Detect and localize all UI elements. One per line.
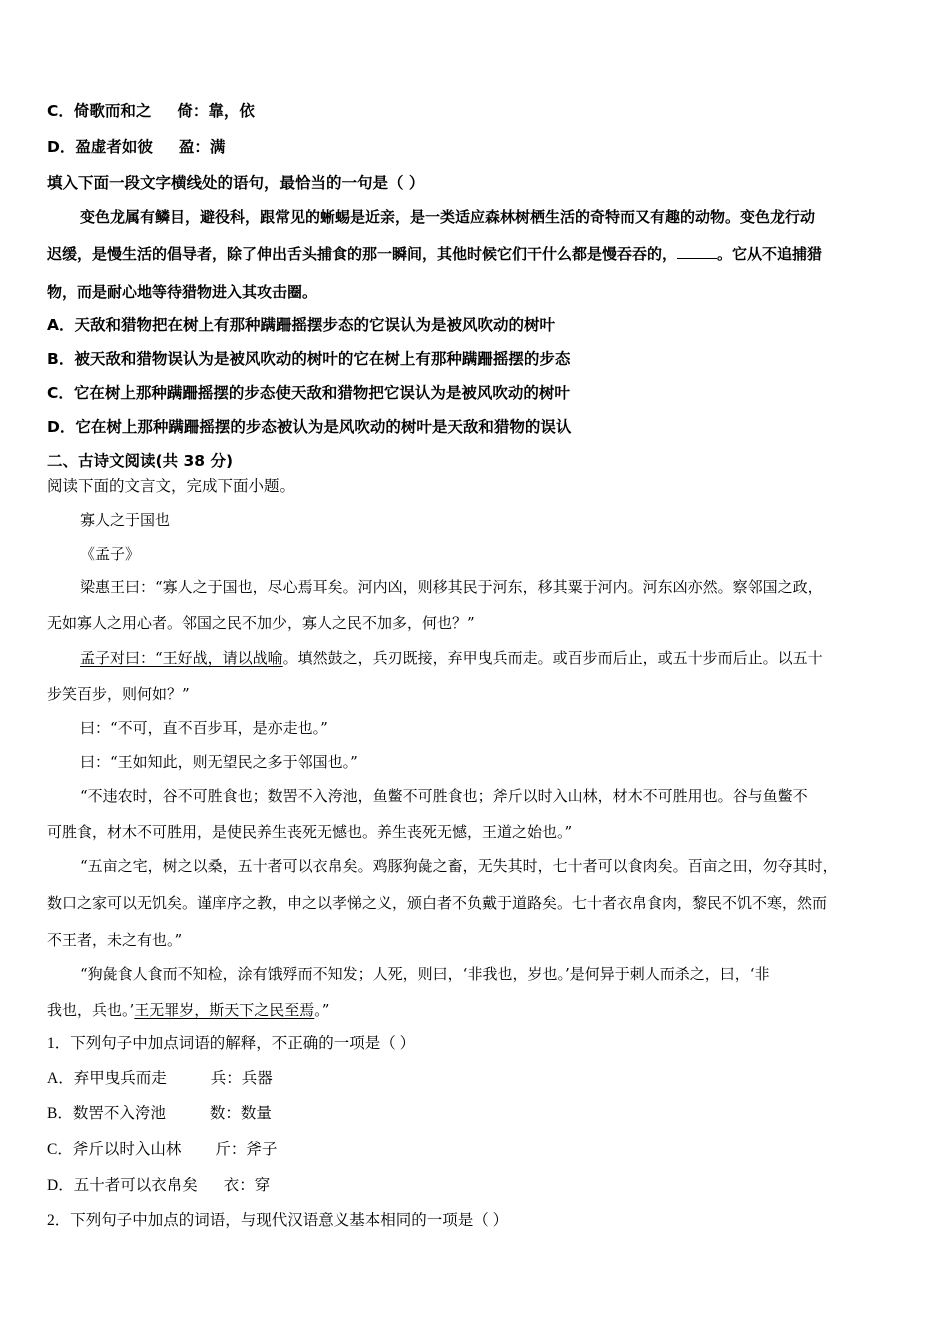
option-phrase: 斧斤以时入山林 bbox=[72, 1141, 182, 1158]
option-label: B． bbox=[47, 1105, 73, 1122]
answer-blank[interactable] bbox=[677, 244, 717, 259]
passage-paragraph-line: “狗彘食人食而不知检，涂有饿殍而不知发；人死，则曰，‘非我也，岁也。’是何异于刺人而杀之，曰，‘非 bbox=[80, 965, 770, 983]
option-phrase: 数罟不入洿池 bbox=[72, 1105, 166, 1122]
q1-option-c bbox=[47, 1139, 907, 1161]
passage-text: 我也，兵也。’ bbox=[47, 1001, 135, 1019]
question-fill-stem: 填入下面一段文字横线处的语句，最恰当的一句是（ ） bbox=[47, 174, 425, 192]
question-2-stem: 2．下列句子中加点的词语，与现代汉语意义基本相同的一项是（ ） bbox=[47, 1212, 509, 1229]
passage-paragraph-line: “不违农时，谷不可胜食也；数罟不入洿池，鱼鳖不可胜食也；斧斤以时入山林，材木不可胜用也。谷与鱼鳖不 bbox=[80, 787, 808, 805]
option-gloss: 盈：满 bbox=[178, 138, 226, 156]
option-gloss: 数：数量 bbox=[209, 1105, 272, 1122]
option-label: D． bbox=[47, 1177, 74, 1194]
q1-option-d bbox=[47, 1175, 907, 1197]
passage-text: 。填然鼓之，兵刃既接，弃甲曳兵而走。或百步而后止，或五十步而后止。以五十 bbox=[282, 649, 823, 667]
passage-paragraph-line bbox=[47, 999, 907, 1021]
passage-text: 。它从不追捕猎 bbox=[717, 245, 823, 263]
option-phrase: 盈虚者如彼 bbox=[75, 138, 153, 156]
text-source: 《孟子》 bbox=[80, 545, 141, 563]
fill-option-b: B．被天敌和猎物误认为是被风吹动的树叶的它在树上有那种蹒跚摇摆的步态 bbox=[47, 350, 571, 368]
option-label: C． bbox=[47, 102, 74, 120]
passage-text: 。” bbox=[314, 1001, 330, 1019]
passage-line bbox=[47, 243, 907, 265]
option-phrase: 弃甲曳兵而走 bbox=[73, 1070, 167, 1087]
option-d-line bbox=[47, 136, 907, 158]
fill-option-c: C．它在树上那种蹒跚摇摆的步态使天敌和猎物把它误认为是被风吹动的树叶 bbox=[47, 384, 570, 402]
passage-line: 物，而是耐心地等待猎物进入其攻击圈。 bbox=[47, 283, 318, 301]
passage-paragraph-line: “五亩之宅，树之以桑，五十者可以衣帛矣。鸡豚狗彘之畜，无失其时，七十者可以食肉矣。百亩之田，勿夺其时， bbox=[80, 857, 838, 875]
option-label: C． bbox=[47, 1141, 73, 1158]
text-title: 寡人之于国也 bbox=[80, 511, 171, 529]
passage-paragraph-line: 数口之家可以无饥矣。谨庠序之教，申之以孝悌之义，颁白者不负戴于道路矣。七十者衣帛食肉，黎民不饥不寒，然而 bbox=[47, 894, 828, 912]
underlined-sentence: 孟子对曰：“王好战，请以战喻 bbox=[80, 649, 283, 667]
option-gloss: 兵：兵器 bbox=[210, 1070, 273, 1087]
passage-paragraph-line: 无如寡人之用心者。邻国之民不加少，寡人之民不加多，何也？” bbox=[47, 614, 475, 632]
option-label: D． bbox=[47, 138, 76, 156]
q1-option-a bbox=[47, 1068, 907, 1090]
option-gloss: 斤：斧子 bbox=[215, 1141, 278, 1158]
passage-paragraph-line: 曰：“不可，直不百步耳，是亦走也。” bbox=[80, 719, 328, 737]
passage-paragraph-line: 不王者，未之有也。” bbox=[47, 931, 183, 949]
option-phrase: 五十者可以衣帛矣 bbox=[73, 1177, 198, 1194]
passage-paragraph-line bbox=[80, 647, 910, 669]
passage-paragraph-line: 步笑百步，则何如？” bbox=[47, 685, 190, 703]
fill-option-a: A．天敌和猎物把在树上有那种蹒跚摇摆步态的它误认为是被风吹动的树叶 bbox=[47, 316, 555, 334]
question-1-stem: 1．下列句子中加点词语的解释，不正确的一项是（ ） bbox=[47, 1035, 416, 1052]
fill-option-d: D．它在树上那种蹒跚摇摆的步态被认为是风吹动的树叶是天敌和猎物的误认 bbox=[47, 418, 572, 436]
q1-option-b bbox=[47, 1103, 907, 1125]
underlined-sentence: 王无罪岁，斯天下之民至焉 bbox=[134, 1001, 315, 1019]
passage-line: 变色龙属有鳞目，避役科，跟常见的蜥蜴是近亲，是一类适应森林树栖生活的奇特而又有趣的动物。变色龙行动 bbox=[80, 208, 816, 226]
option-c-line bbox=[47, 100, 907, 122]
section-instruction: 阅读下面的文言文，完成下面小题。 bbox=[47, 478, 296, 495]
passage-text: 迟缓，是慢生活的倡导者，除了伸出舌头捕食的那一瞬间，其他时候它们干什么都是慢吞吞的， bbox=[47, 245, 678, 263]
option-phrase: 倚歌而和之 bbox=[73, 102, 152, 120]
section-heading: 二、古诗文阅读(共 38 分) bbox=[47, 452, 234, 470]
option-label: A． bbox=[47, 1070, 74, 1087]
passage-paragraph-line: 曰：“王如知此，则无望民之多于邻国也。” bbox=[80, 753, 358, 771]
option-gloss: 衣：穿 bbox=[223, 1177, 271, 1194]
passage-paragraph-line: 可胜食，材木不可胜用，是使民养生丧死无憾也。养生丧死无憾，王道之始也。” bbox=[47, 823, 573, 841]
option-gloss: 倚：靠，依 bbox=[177, 102, 255, 120]
passage-paragraph-line: 梁惠王曰：“寡人之于国也，尽心焉耳矣。河内凶，则移其民于河东，移其粟于河内。河东凶亦然。察邻国之政， bbox=[80, 578, 823, 596]
